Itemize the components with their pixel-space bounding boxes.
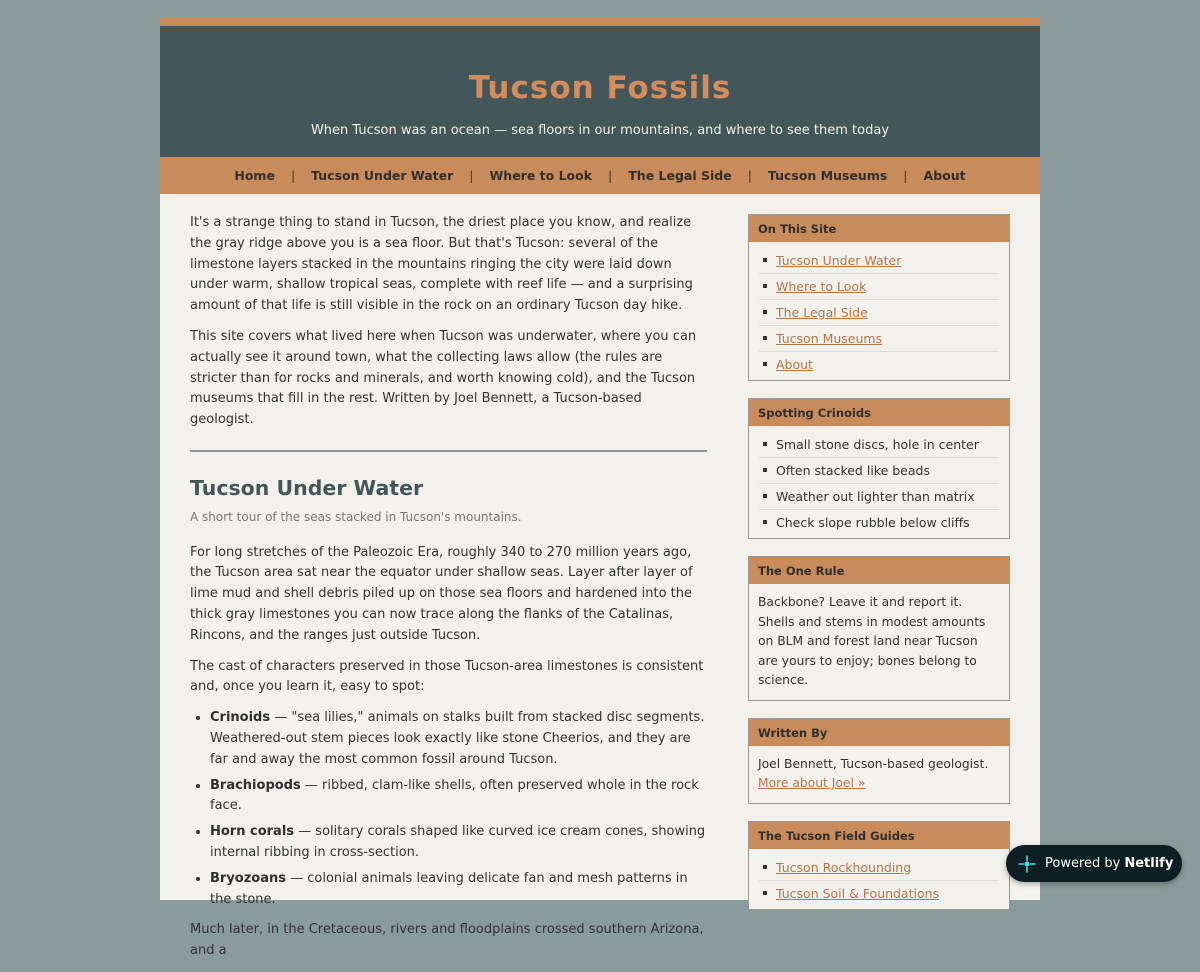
netlify-logo-icon [1018,855,1036,873]
fossil-name: Crinoids [210,710,271,726]
fossil-item-bryozoans [210,869,707,911]
sidebar-box-on-this-site [748,214,1010,381]
main-content [190,213,707,972]
site-tagline: When Tucson was an ocean — sea floors in our mountains, and where to see them today [310,123,890,138]
fossil-name: Brachiopods [210,777,301,793]
sidebar-box-one-rule [748,556,1010,701]
nav-tucson-under-water[interactable]: Tucson Under Water [311,168,454,183]
nav-about[interactable]: About [923,168,966,183]
list-item [759,274,999,300]
fossil-name: Horn corals [210,824,295,840]
nav-separator: | [903,168,908,183]
nav-separator: | [290,168,296,183]
list-item-text: Weather out lighter than matrix [776,489,975,504]
list-item [759,881,999,906]
list-item [759,326,999,352]
sidebar-link-legal-side[interactable]: The Legal Side [776,305,868,320]
site-title[interactable]: Tucson Fossils [468,70,732,106]
netlify-prefix: Powered by [1045,856,1121,871]
author-text: Joel Bennett, Tucson-based geologist. [758,756,989,771]
fossil-desc: — "sea lilies," animals on stalks built from stacked disc segments. Weathered-out stem pieces look exactly like stone Cheerios, and they are far and away the most common fossil around Tucson. [210,710,705,767]
one-rule-text: Backbone? Leave it and report it. Shells and stems in modest amounts on BLM and forest land near Tucson are yours to enjoy; bones belong to science. [758,595,986,687]
sidebar [748,214,1010,927]
section-subtitle: A short tour of the seas stacked in Tucson's mountains. [190,509,522,524]
nav-home[interactable]: Home [234,168,275,183]
section-divider [190,450,707,452]
fossil-item-crinoids [210,708,707,770]
nav-legal-side[interactable]: The Legal Side [628,168,732,183]
list-item [759,484,999,510]
list-item [759,248,999,274]
nav-separator: | [469,168,474,183]
box-title: The One Rule [749,557,1009,584]
sidebar-link-tucson-museums[interactable]: Tucson Museums [776,331,883,346]
netlify-brand: Netlify [1124,856,1174,871]
more-about-joel-link[interactable]: More about Joel » [758,776,866,790]
section-paragraph-1: For long stretches of the Paleozoic Era, roughly 340 to 270 million years ago, the Tucson area sat near the equator under shallow seas. Layer after layer of lime mud and shell debris piled up on those sea floors and hardened into the thick gray limestones you can now trace along the flanks of the Catalinas, Rincons, and the ranges just outside Tucson. [190,544,693,643]
main-nav [160,157,1040,194]
sidebar-link-about[interactable]: About [776,357,813,372]
page [160,17,1040,959]
box-title: The Tucson Field Guides [749,822,1009,849]
intro-paragraph-2: This site covers what lived here when Tucson was underwater, where you can actually see it around town, what the collecting laws allow (the rules are stricter than for rocks and minerals, and worth knowing cold), and the Tucson museums that fill in the rest. Written by Joel Bennett, a Tucson-based geologist. [190,328,697,428]
section-paragraph-2: The cast of characters preserved in those Tucson-area limestones is consistent and, once you learn it, easy to spot: [190,658,704,695]
fossil-list [210,708,707,910]
author-box-body [749,746,1009,803]
sidebar-box-written-by [748,718,1010,804]
sidebar-link-tucson-under-water[interactable]: Tucson Under Water [776,253,902,268]
list-item-text: Often stacked like beads [776,463,930,478]
spotting-list [749,426,1009,538]
fossil-desc: — solitary corals shaped like curved ice cream cones, showing internal ribbing in cross-section. [210,824,706,860]
field-guide-link-rockhounding[interactable]: Tucson Rockhounding [776,859,912,875]
sidebar-box-spotting-crinoids [748,398,1010,539]
sidebar-link-where-to-look[interactable]: Where to Look [776,279,867,294]
list-item [759,855,999,881]
sidebar-box-field-guides [748,821,1010,910]
top-accent-bar [160,17,1040,26]
box-title: Spotting Crinoids [749,399,1009,426]
netlify-badge[interactable] [1006,845,1182,882]
list-item [759,300,999,326]
fossil-item-horn-corals [210,822,707,864]
section-title: Tucson Under Water [190,475,424,500]
intro-paragraph-1: It's a strange thing to stand in Tucson, the driest place you know, and realize the gray ridge above you is a sea floor. But that's Tucson: several of the limestone layers stacked in the mountains ringing the city were laid down under warm, shallow tropical seas, complete with reef life — and a surprising amount of that life is still visible in the rock on an ordinary Tucson day hike. [190,215,693,314]
fossil-desc: — ribbed, clam-like shells, often preserved whole in the rock face. [210,777,699,814]
site-header [160,26,1040,157]
box-title: Written By [749,719,1009,746]
section-paragraph-3: Much later, in the Cretaceous, rivers and floodplains crossed southern Arizona, and a [190,922,704,959]
list-item [759,458,999,484]
fossil-name: Bryozoans [210,870,286,886]
nav-tucson-museums[interactable]: Tucson Museums [767,168,888,183]
nav-separator: | [608,168,613,183]
list-item [759,352,999,377]
box-title: On This Site [749,215,1009,242]
fossil-item-brachiopods [210,776,707,818]
site-links-list [749,242,1009,380]
nav-separator: | [747,168,752,183]
list-item-text: Check slope rubble below cliffs [776,515,970,530]
list-item [759,510,999,535]
nav-where-to-look[interactable]: Where to Look [489,168,593,183]
fossil-desc: — colonial animals leaving delicate fan and mesh patterns in the stone. [210,870,688,907]
list-item [759,432,999,458]
list-item-text: Small stone discs, hole in center [776,437,979,452]
field-guide-link-soil-foundations[interactable]: Tucson Soil & Foundations [776,885,940,901]
field-guides-list [749,849,1009,909]
